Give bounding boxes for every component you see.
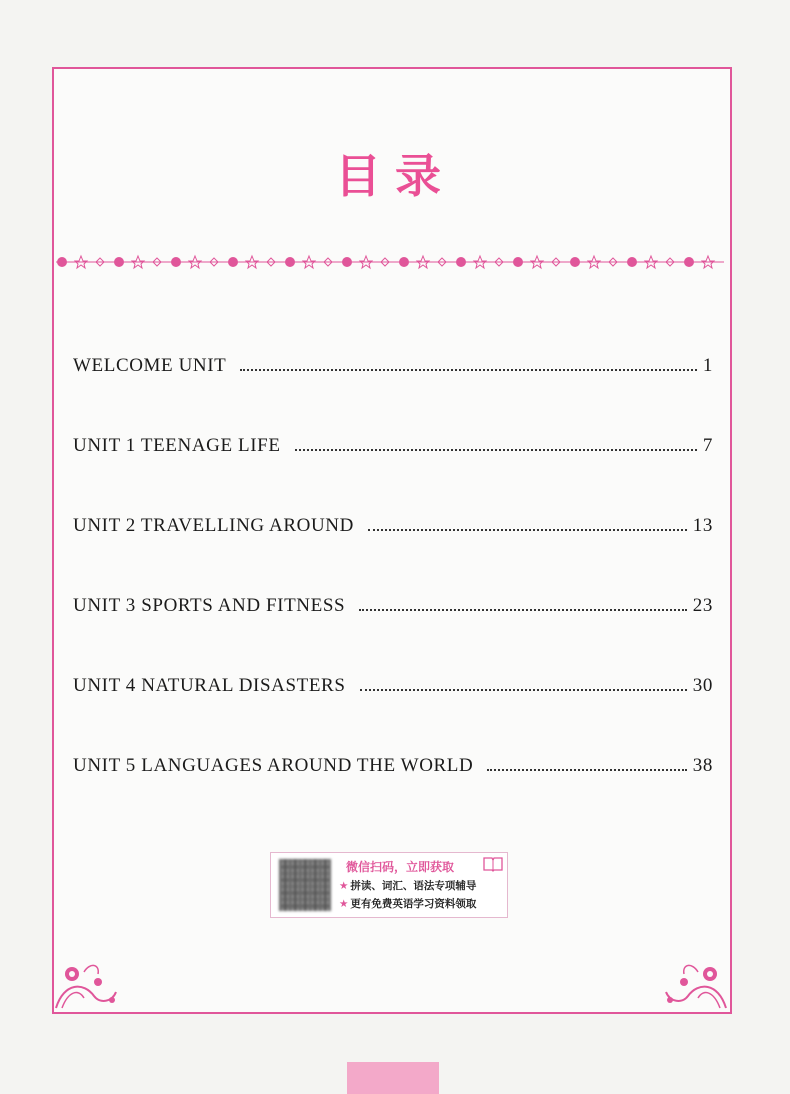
toc-entry-page: 7 bbox=[702, 435, 713, 456]
divider-flower-icon bbox=[285, 257, 295, 267]
toc-entry-unit-4[interactable] bbox=[73, 675, 713, 697]
divider-flower-icon bbox=[57, 257, 67, 267]
toc-entry-page: 23 bbox=[692, 595, 713, 616]
floral-corner-right-icon bbox=[658, 952, 728, 1010]
qr-promo-line-1-text: 拼读、词汇、语法专项辅导 bbox=[350, 880, 477, 892]
divider-flower-icon bbox=[513, 257, 523, 267]
divider-flower-icon bbox=[684, 257, 694, 267]
divider-flower-icon bbox=[570, 257, 580, 267]
divider-flower-icon bbox=[456, 257, 466, 267]
floral-corner-left-icon bbox=[54, 952, 124, 1010]
divider-flower-icon bbox=[399, 257, 409, 267]
star-icon: ★ bbox=[339, 880, 349, 892]
toc-leader-dots bbox=[359, 608, 687, 611]
toc-entry-unit-1[interactable] bbox=[73, 435, 713, 457]
toc-entry-unit-3[interactable] bbox=[73, 595, 713, 617]
divider-flower-icon bbox=[342, 257, 352, 267]
star-icon: ★ bbox=[339, 898, 349, 910]
qr-promo-line-2 bbox=[339, 896, 476, 911]
page-edge-tab bbox=[347, 1062, 439, 1094]
divider-flower-icon bbox=[627, 257, 637, 267]
divider-flower-icon bbox=[228, 257, 238, 267]
toc-entry-title: UNIT 4 NATURAL DISASTERS bbox=[73, 675, 346, 696]
qr-promo-line-1 bbox=[339, 878, 476, 893]
toc-entry-unit-5[interactable] bbox=[73, 755, 713, 777]
toc-entry-page: 1 bbox=[702, 355, 713, 376]
page-title: 目录 bbox=[335, 149, 455, 203]
toc-entry-welcome-unit[interactable] bbox=[73, 355, 713, 377]
toc-entry-title: UNIT 3 SPORTS AND FITNESS bbox=[73, 595, 346, 616]
qr-code-image[interactable] bbox=[279, 859, 331, 911]
toc-entry-title: UNIT 1 TEENAGE LIFE bbox=[73, 435, 281, 456]
divider-flower-icon bbox=[114, 257, 124, 267]
toc-entry-title: UNIT 5 LANGUAGES AROUND THE WORLD bbox=[73, 755, 474, 776]
toc-leader-dots bbox=[360, 688, 687, 691]
toc-entry-unit-2[interactable] bbox=[73, 515, 713, 537]
decorative-divider bbox=[52, 253, 728, 271]
toc-leader-dots bbox=[295, 448, 697, 451]
qr-promo-box[interactable] bbox=[270, 852, 508, 918]
toc-leader-dots bbox=[368, 528, 687, 531]
toc-entry-page: 38 bbox=[692, 755, 713, 776]
toc-entry-title: UNIT 2 TRAVELLING AROUND bbox=[73, 515, 354, 536]
toc-entry-title: WELCOME UNIT bbox=[73, 355, 227, 376]
toc-entry-page: 30 bbox=[692, 675, 713, 696]
book-icon bbox=[483, 856, 503, 872]
toc-entry-page: 13 bbox=[692, 515, 713, 536]
divider-flower-icon bbox=[171, 257, 181, 267]
qr-promo-line-2-text: 更有免费英语学习资料领取 bbox=[350, 898, 477, 910]
toc-leader-dots bbox=[487, 768, 686, 771]
toc-leader-dots bbox=[240, 368, 697, 371]
qr-promo-headline: 微信扫码，立即获取 bbox=[346, 860, 455, 874]
